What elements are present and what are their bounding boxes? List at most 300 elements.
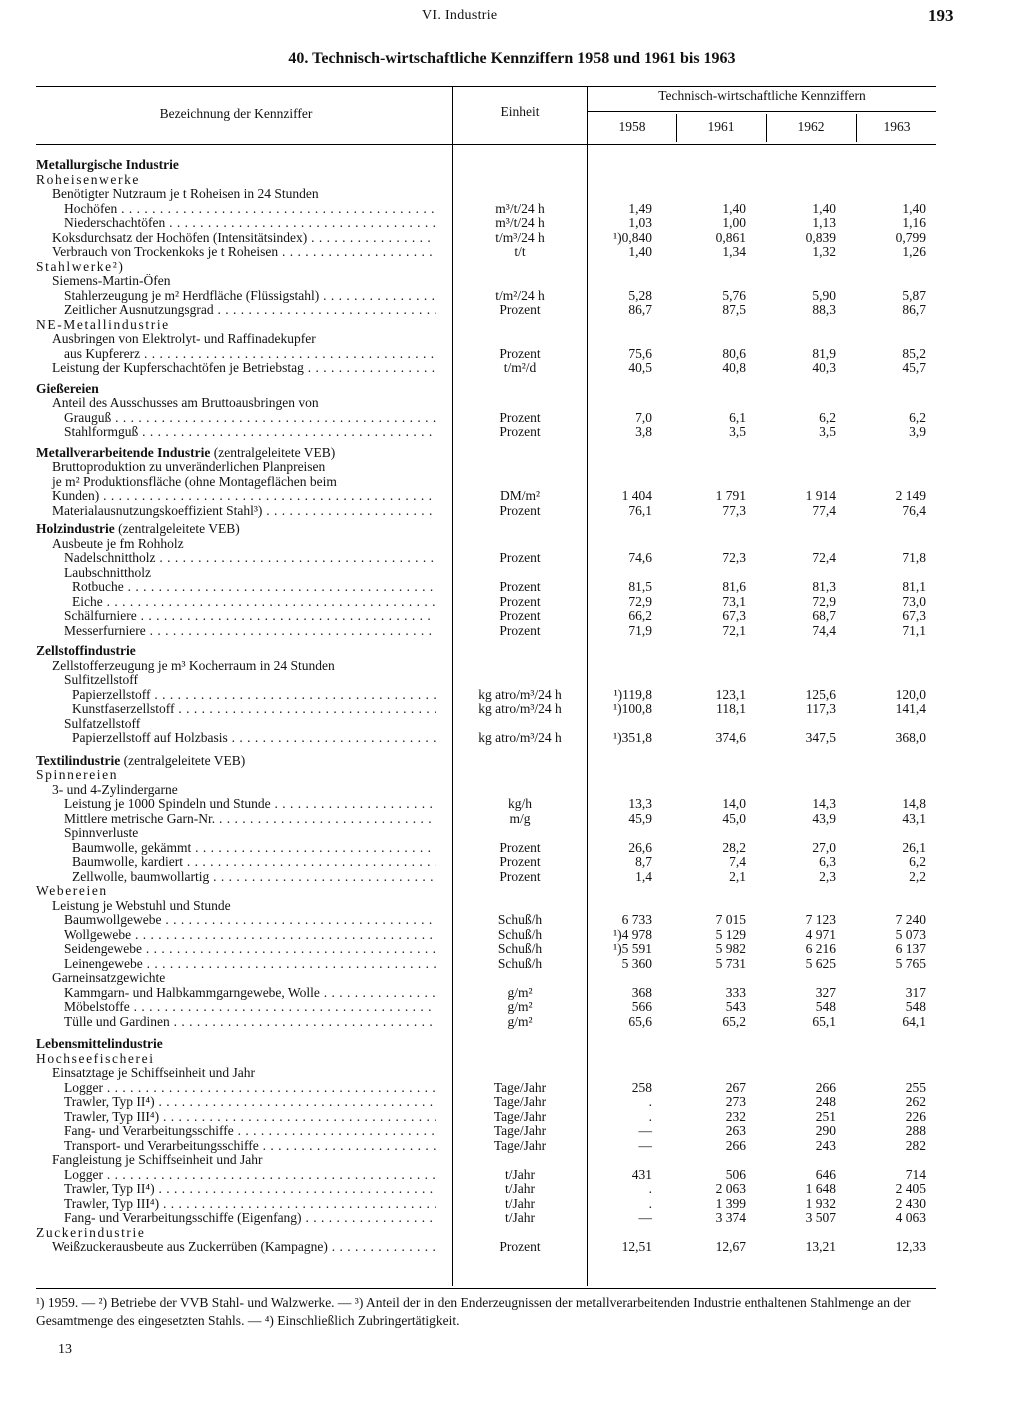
row-label-text: Gießereien	[36, 381, 99, 396]
value-1958: 81,5	[628, 579, 652, 594]
value-1962: 2,3	[819, 868, 836, 884]
row-label	[0, 347, 436, 362]
table-row	[0, 1153, 1024, 1168]
row-label-text: Materialausnutzungskoeffizient Stahl³)	[52, 503, 263, 518]
table-row	[0, 580, 1024, 595]
footnote: ¹) 1959. — ²) Betriebe der VVB Stahl- und Walzwerke. — ³) Anteil der in den Enderzeugnissen der metallverarbeitenden Industrie enthaltenen Stahlmenge an der Gesamtmenge des eingesetzten Stahls. — ⁴) Einschließlich Zubringertätigkeit.	[36, 1295, 911, 1328]
value-1963: 226	[905, 1108, 926, 1124]
row-label-text: Mittlere metrische Garn-Nr.	[64, 811, 216, 826]
row-label-text: Trawler, Typ III⁴)	[64, 1196, 160, 1211]
value-1961: 80,6	[722, 345, 746, 361]
row-label	[0, 899, 436, 914]
table-row	[0, 673, 1024, 688]
value-1961: 67,3	[722, 608, 746, 623]
value-1963: 81,1	[902, 579, 926, 594]
table-row	[0, 957, 1024, 972]
value-1961: 5 731	[715, 955, 746, 971]
row-label-text: Zellwolle, baumwollartig	[72, 869, 210, 884]
value-1958: 1,4	[635, 868, 652, 884]
row-unit: Prozent	[499, 302, 541, 317]
table-row	[0, 289, 1024, 304]
header-year-1958: 1958	[618, 119, 646, 134]
row-label	[0, 913, 436, 928]
row-label-text: Leistung je Webstuhl und Stunde	[52, 898, 231, 913]
row-label-text: NE-Metallindustrie	[36, 317, 170, 332]
row-label-text: Eiche	[72, 594, 103, 609]
value-1963: 6,2	[909, 409, 926, 425]
value-1962: 81,3	[812, 579, 836, 594]
row-label-text: Papierzellstoff auf Holzbasis	[72, 731, 228, 745]
row-label	[0, 783, 436, 798]
table-row	[0, 986, 1024, 1001]
row-unit: Prozent	[499, 424, 541, 439]
table-row	[0, 425, 1024, 440]
value-1961: 543	[725, 999, 746, 1014]
col-divider-1962	[766, 114, 767, 142]
value-1958: .	[648, 1195, 652, 1211]
value-1958: 1,49	[628, 200, 652, 216]
value-1961: 1 791	[715, 488, 746, 503]
table-row	[0, 1226, 1024, 1241]
row-label	[0, 332, 436, 347]
header-top-rule	[36, 86, 936, 87]
value-1962: 548	[815, 999, 836, 1014]
table-row	[0, 812, 1024, 827]
table-row	[0, 318, 1024, 333]
value-1962: 347,5	[805, 730, 836, 745]
value-1958: .	[648, 1094, 652, 1109]
value-1958: ¹)100,8	[613, 701, 652, 716]
value-1962: 65,1	[812, 1013, 836, 1029]
value-1963: 0,799	[895, 229, 926, 245]
header-year-1963: 1963	[883, 119, 911, 134]
value-1958: 72,9	[628, 593, 652, 609]
table-row	[0, 1240, 1024, 1255]
table-row	[0, 870, 1024, 885]
row-unit: m/g	[509, 810, 531, 826]
value-1962: 43,9	[812, 810, 836, 826]
table-row	[0, 768, 1024, 783]
row-label	[0, 1095, 436, 1110]
value-1958: 8,7	[635, 854, 652, 869]
value-1958: 6 733	[621, 912, 652, 927]
value-1962: 290	[815, 1123, 836, 1138]
row-label	[0, 361, 436, 376]
value-1961: 1,34	[722, 244, 746, 259]
value-1963: 6,2	[909, 854, 926, 869]
row-label	[0, 957, 436, 972]
row-label-text: Logger	[64, 1167, 103, 1182]
row-label-text: Zeitlicher Ausnutzungsgrad	[64, 303, 214, 317]
row-unit: Prozent	[499, 608, 541, 623]
table-row	[0, 551, 1024, 566]
value-1963: 4 063	[895, 1210, 926, 1225]
value-1962: 1,40	[812, 200, 836, 216]
table-row	[0, 361, 1024, 376]
row-label-text: Kunden)	[52, 489, 100, 503]
table-row	[0, 731, 1024, 746]
row-label	[0, 841, 436, 856]
value-1963: 26,1	[902, 839, 926, 855]
value-1963: 12,33	[895, 1239, 926, 1254]
value-1961: 40,8	[722, 360, 746, 375]
row-label	[0, 245, 436, 260]
value-1961: 1,00	[722, 215, 746, 230]
table-row	[0, 659, 1024, 674]
row-label-text: Schälfurniere	[64, 609, 137, 623]
row-label-text: Rotbuche	[72, 580, 124, 594]
row-label-text: Zuckerindustrie	[36, 1225, 146, 1240]
value-1963: 73,0	[902, 593, 926, 609]
table-row	[0, 1015, 1024, 1030]
row-label-text: Metallverarbeitende Industrie	[36, 445, 211, 460]
table-row	[0, 595, 1024, 610]
value-1963: 1,26	[902, 244, 926, 259]
value-1958: —	[638, 1137, 652, 1153]
value-1963: 76,4	[902, 502, 926, 518]
value-1958: ¹)0,840	[613, 229, 652, 245]
row-label	[0, 986, 436, 1001]
table-row	[0, 624, 1024, 639]
row-label-text: je m² Produktionsfläche (ohne Montageflächen beim	[52, 474, 337, 489]
value-1962: 1 932	[805, 1195, 836, 1211]
table-row	[0, 173, 1024, 188]
value-1961: 7,4	[729, 854, 746, 869]
value-1962: 646	[815, 1166, 836, 1182]
row-label	[0, 855, 436, 870]
row-label	[0, 446, 436, 461]
table-row	[0, 332, 1024, 347]
row-label	[0, 870, 436, 885]
row-unit: t/m³/24 h	[495, 229, 545, 245]
row-label	[0, 812, 436, 827]
row-label-text: Baumwolle, kardiert	[72, 855, 183, 869]
value-1962: 1 648	[805, 1181, 836, 1196]
row-unit: t/m²/d	[503, 360, 537, 375]
value-1962: 266	[815, 1079, 836, 1095]
value-1963: 1,40	[902, 200, 926, 216]
row-label	[0, 1139, 436, 1154]
value-1958: 1 404	[621, 488, 652, 503]
value-1962: 6,2	[819, 409, 836, 425]
table-row	[0, 396, 1024, 411]
table-row	[0, 1197, 1024, 1212]
row-label	[0, 1037, 436, 1052]
table-row	[0, 202, 1024, 217]
bottom-page-number: 13	[58, 1342, 72, 1357]
table-row	[0, 1095, 1024, 1110]
row-label-text: Trawler, Typ II⁴)	[64, 1182, 155, 1196]
value-1962: 1,32	[812, 244, 836, 259]
row-label-text: 3- und 4-Zylindergarne	[52, 782, 178, 797]
table-row	[0, 971, 1024, 986]
value-1962: 5,90	[812, 287, 836, 303]
value-1961: 14,0	[722, 796, 746, 811]
row-label	[0, 928, 436, 943]
row-label-text: Weißzuckerausbeute aus Zuckerrüben (Kampagne)	[52, 1240, 328, 1254]
value-1958: 5 360	[621, 955, 652, 971]
row-unit: kg/h	[507, 796, 532, 811]
value-1961: 266	[725, 1137, 746, 1153]
row-label	[0, 717, 436, 732]
value-1961: 5 982	[715, 941, 746, 956]
table-row	[0, 489, 1024, 504]
value-1961: 2 063	[715, 1181, 746, 1196]
value-1962: 125,6	[805, 686, 836, 702]
row-label	[0, 1240, 436, 1255]
value-1958: 12,51	[621, 1239, 652, 1254]
row-label-text: Niederschachtöfen	[64, 216, 166, 230]
row-unit: g/m²	[507, 1013, 533, 1029]
row-label-text: Fangleistung je Schiffseinheit und Jahr	[52, 1153, 263, 1167]
value-1963: 2 430	[895, 1195, 926, 1211]
value-1958: 13,3	[628, 796, 652, 811]
row-label-text: Siemens-Martin-Öfen	[52, 274, 171, 288]
value-1961: 5,76	[722, 287, 746, 303]
row-unit: t/m²/24 h	[495, 287, 545, 303]
value-1962: 27,0	[812, 839, 836, 855]
value-1962: 7 123	[805, 912, 836, 927]
row-label-suffix: (zentralgeleitete VEB)	[114, 522, 240, 536]
value-1961: 232	[725, 1108, 746, 1124]
value-1962: 6,3	[819, 854, 836, 869]
row-label	[0, 1197, 436, 1212]
row-unit: Prozent	[499, 1239, 541, 1254]
header-group: Technisch-wirtschaftliche Kennziffern	[658, 88, 866, 103]
table-row	[0, 1066, 1024, 1081]
value-1963: 548	[905, 999, 926, 1014]
table-row	[0, 609, 1024, 624]
table-row	[0, 1168, 1024, 1183]
value-1958: 368	[631, 984, 652, 1000]
row-label	[0, 475, 436, 490]
value-1958: 74,6	[628, 550, 652, 565]
row-label	[0, 318, 436, 333]
value-1963: 2 405	[895, 1181, 926, 1196]
table-row	[0, 260, 1024, 275]
row-label	[0, 1211, 436, 1226]
row-label	[0, 1000, 436, 1015]
row-unit: t/t	[514, 244, 526, 259]
row-unit: Tage/Jahr	[493, 1123, 547, 1138]
value-1958: ¹)4 978	[613, 926, 652, 942]
row-label-text: Stahlformguß	[64, 425, 139, 439]
row-label-text: Stahlerzeugung je m² Herdfläche (Flüssigstahl)	[64, 288, 320, 303]
value-1961: 6,1	[729, 409, 746, 425]
value-1961: 1 399	[715, 1195, 746, 1211]
value-1958: 1,03	[628, 215, 652, 230]
row-unit: t/Jahr	[505, 1181, 535, 1196]
value-1961: 45,0	[722, 810, 746, 826]
value-1958: ¹)5 591	[613, 941, 652, 956]
table-row	[0, 231, 1024, 246]
header-year-1962: 1962	[797, 119, 825, 134]
value-1962: 72,9	[812, 593, 836, 609]
header-year-1961: 1961	[707, 119, 735, 134]
row-label	[0, 1110, 436, 1125]
value-1958: 40,5	[628, 360, 652, 375]
value-1961: 7 015	[715, 912, 746, 927]
value-1963: 3,9	[909, 424, 926, 439]
value-1963: 255	[905, 1079, 926, 1095]
table-row	[0, 717, 1024, 732]
row-label-text: Verbrauch von Trockenkoks je t Roheisen	[52, 245, 279, 259]
value-1962: 1,13	[812, 215, 836, 230]
value-1963: 288	[905, 1123, 926, 1138]
row-label-text: Nadelschnittholz	[64, 551, 156, 565]
value-1963: 6 137	[895, 941, 926, 956]
row-label	[0, 260, 436, 275]
row-unit: t/Jahr	[505, 1210, 535, 1225]
row-label	[0, 1182, 436, 1197]
table-row	[0, 446, 1024, 461]
table-row	[0, 928, 1024, 943]
table-row	[0, 1139, 1024, 1154]
row-label-suffix: (zentralgeleitete VEB)	[210, 445, 336, 460]
value-1963: 1,16	[902, 215, 926, 230]
row-label	[0, 173, 436, 188]
row-label-text: Sulfatzellstoff	[64, 716, 141, 731]
row-label	[0, 187, 436, 202]
row-label	[0, 425, 436, 440]
table-row	[0, 942, 1024, 957]
row-label	[0, 1081, 436, 1096]
row-unit: Prozent	[499, 622, 541, 638]
row-unit: Schuß/h	[497, 941, 543, 956]
value-1963: 2 149	[895, 488, 926, 503]
value-1961: 2,1	[729, 868, 746, 884]
row-label	[0, 522, 436, 537]
table-row	[0, 1182, 1024, 1197]
row-label-text: Leistung je 1000 Spindeln und Stunde	[64, 797, 271, 811]
header-label-col: Bezeichnung der Kennziffer	[159, 106, 313, 121]
table-row	[0, 1037, 1024, 1052]
row-label-text: Seidengewebe	[64, 942, 142, 956]
row-label-text: Transport- und Verarbeitungsschiffe	[64, 1138, 259, 1153]
row-unit: Prozent	[499, 550, 541, 565]
row-label	[0, 580, 436, 595]
value-1961: 374,6	[715, 730, 746, 745]
row-label	[0, 396, 436, 411]
row-label	[0, 274, 436, 289]
table-row	[0, 884, 1024, 899]
row-unit: g/m²	[507, 984, 533, 1000]
row-unit: Prozent	[499, 854, 541, 869]
value-1958: 3,8	[635, 424, 652, 439]
row-label-text: Stahlwerke²)	[36, 259, 125, 274]
value-1958: 1,40	[628, 244, 652, 259]
row-unit: t/Jahr	[505, 1166, 535, 1182]
row-label-text: Garneinsatzgewichte	[52, 971, 166, 985]
table-row	[0, 347, 1024, 362]
value-1958: .	[648, 1181, 652, 1196]
table-row	[0, 504, 1024, 519]
table-row	[0, 274, 1024, 289]
row-unit: Schuß/h	[497, 955, 543, 971]
value-1963: 7 240	[895, 912, 926, 927]
row-label-text: Fang- und Verarbeitungsschiffe (Eigenfang)	[64, 1211, 302, 1225]
row-label	[0, 609, 436, 624]
row-label-text: Baumwollgewebe	[64, 913, 162, 927]
row-unit: Prozent	[499, 409, 541, 425]
value-1961: 5 129	[715, 926, 746, 942]
row-label	[0, 688, 436, 703]
value-1963: 282	[905, 1137, 926, 1153]
row-label	[0, 1015, 436, 1030]
value-1961: 333	[725, 984, 746, 1000]
row-label	[0, 797, 436, 812]
value-1962: 3,5	[819, 424, 836, 439]
row-unit: kg atro/m³/24 h	[478, 701, 562, 716]
table-row	[0, 158, 1024, 173]
table-row	[0, 216, 1024, 231]
value-1961: 263	[725, 1123, 746, 1138]
row-label-text: Trawler, Typ II⁴)	[64, 1095, 155, 1109]
value-1962: 243	[815, 1137, 836, 1153]
row-unit: Prozent	[499, 839, 541, 855]
table-row	[0, 688, 1024, 703]
value-1963: 5 765	[895, 955, 926, 971]
row-label	[0, 731, 436, 746]
value-1958: .	[648, 1108, 652, 1124]
row-label	[0, 551, 436, 566]
row-label	[0, 1066, 436, 1081]
value-1958: 45,9	[628, 810, 652, 826]
table-row	[0, 522, 1024, 537]
value-1963: 2,2	[909, 868, 926, 884]
row-label-text: Lebensmittelindustrie	[36, 1037, 163, 1051]
row-label-text: Roheisenwerke	[36, 172, 141, 187]
row-label	[0, 489, 436, 504]
table-row	[0, 187, 1024, 202]
row-label	[0, 702, 436, 717]
value-1962: 117,3	[806, 701, 836, 716]
row-unit: t/Jahr	[505, 1195, 535, 1211]
table-row	[0, 1000, 1024, 1015]
value-1963: 120,0	[895, 686, 926, 702]
value-1958: 71,9	[628, 622, 652, 638]
value-1962: 327	[815, 984, 836, 1000]
value-1962: 248	[815, 1094, 836, 1109]
row-label	[0, 566, 436, 581]
row-label-text: Koksdurchsatz der Hochöfen (Intensitätsindex)	[52, 230, 308, 245]
row-label-text: Bruttoproduktion zu unveränderlichen Planpreisen	[52, 460, 326, 474]
table-row	[0, 702, 1024, 717]
row-unit: Prozent	[499, 579, 541, 594]
row-label	[0, 202, 436, 217]
value-1961: 123,1	[715, 686, 746, 702]
value-1963: 64,1	[902, 1013, 926, 1029]
row-label	[0, 411, 436, 426]
row-label-text: Benötigter Nutzraum je t Roheisen in 24 Stunden	[52, 187, 319, 201]
table-row	[0, 855, 1024, 870]
value-1961: 118,1	[716, 701, 746, 716]
value-1961: 72,3	[722, 550, 746, 565]
value-1963: 86,7	[902, 302, 926, 317]
value-1962: 88,3	[812, 302, 836, 317]
value-1961: 12,67	[715, 1239, 746, 1254]
col-divider-1963	[856, 114, 857, 142]
table-row	[0, 754, 1024, 769]
value-1963: 43,1	[902, 810, 926, 826]
row-label	[0, 216, 436, 231]
value-1963: 317	[905, 984, 926, 1000]
row-unit: Prozent	[499, 593, 541, 609]
row-label	[0, 504, 436, 519]
value-1961: 73,1	[722, 593, 746, 609]
table-row	[0, 644, 1024, 659]
row-label	[0, 158, 436, 173]
